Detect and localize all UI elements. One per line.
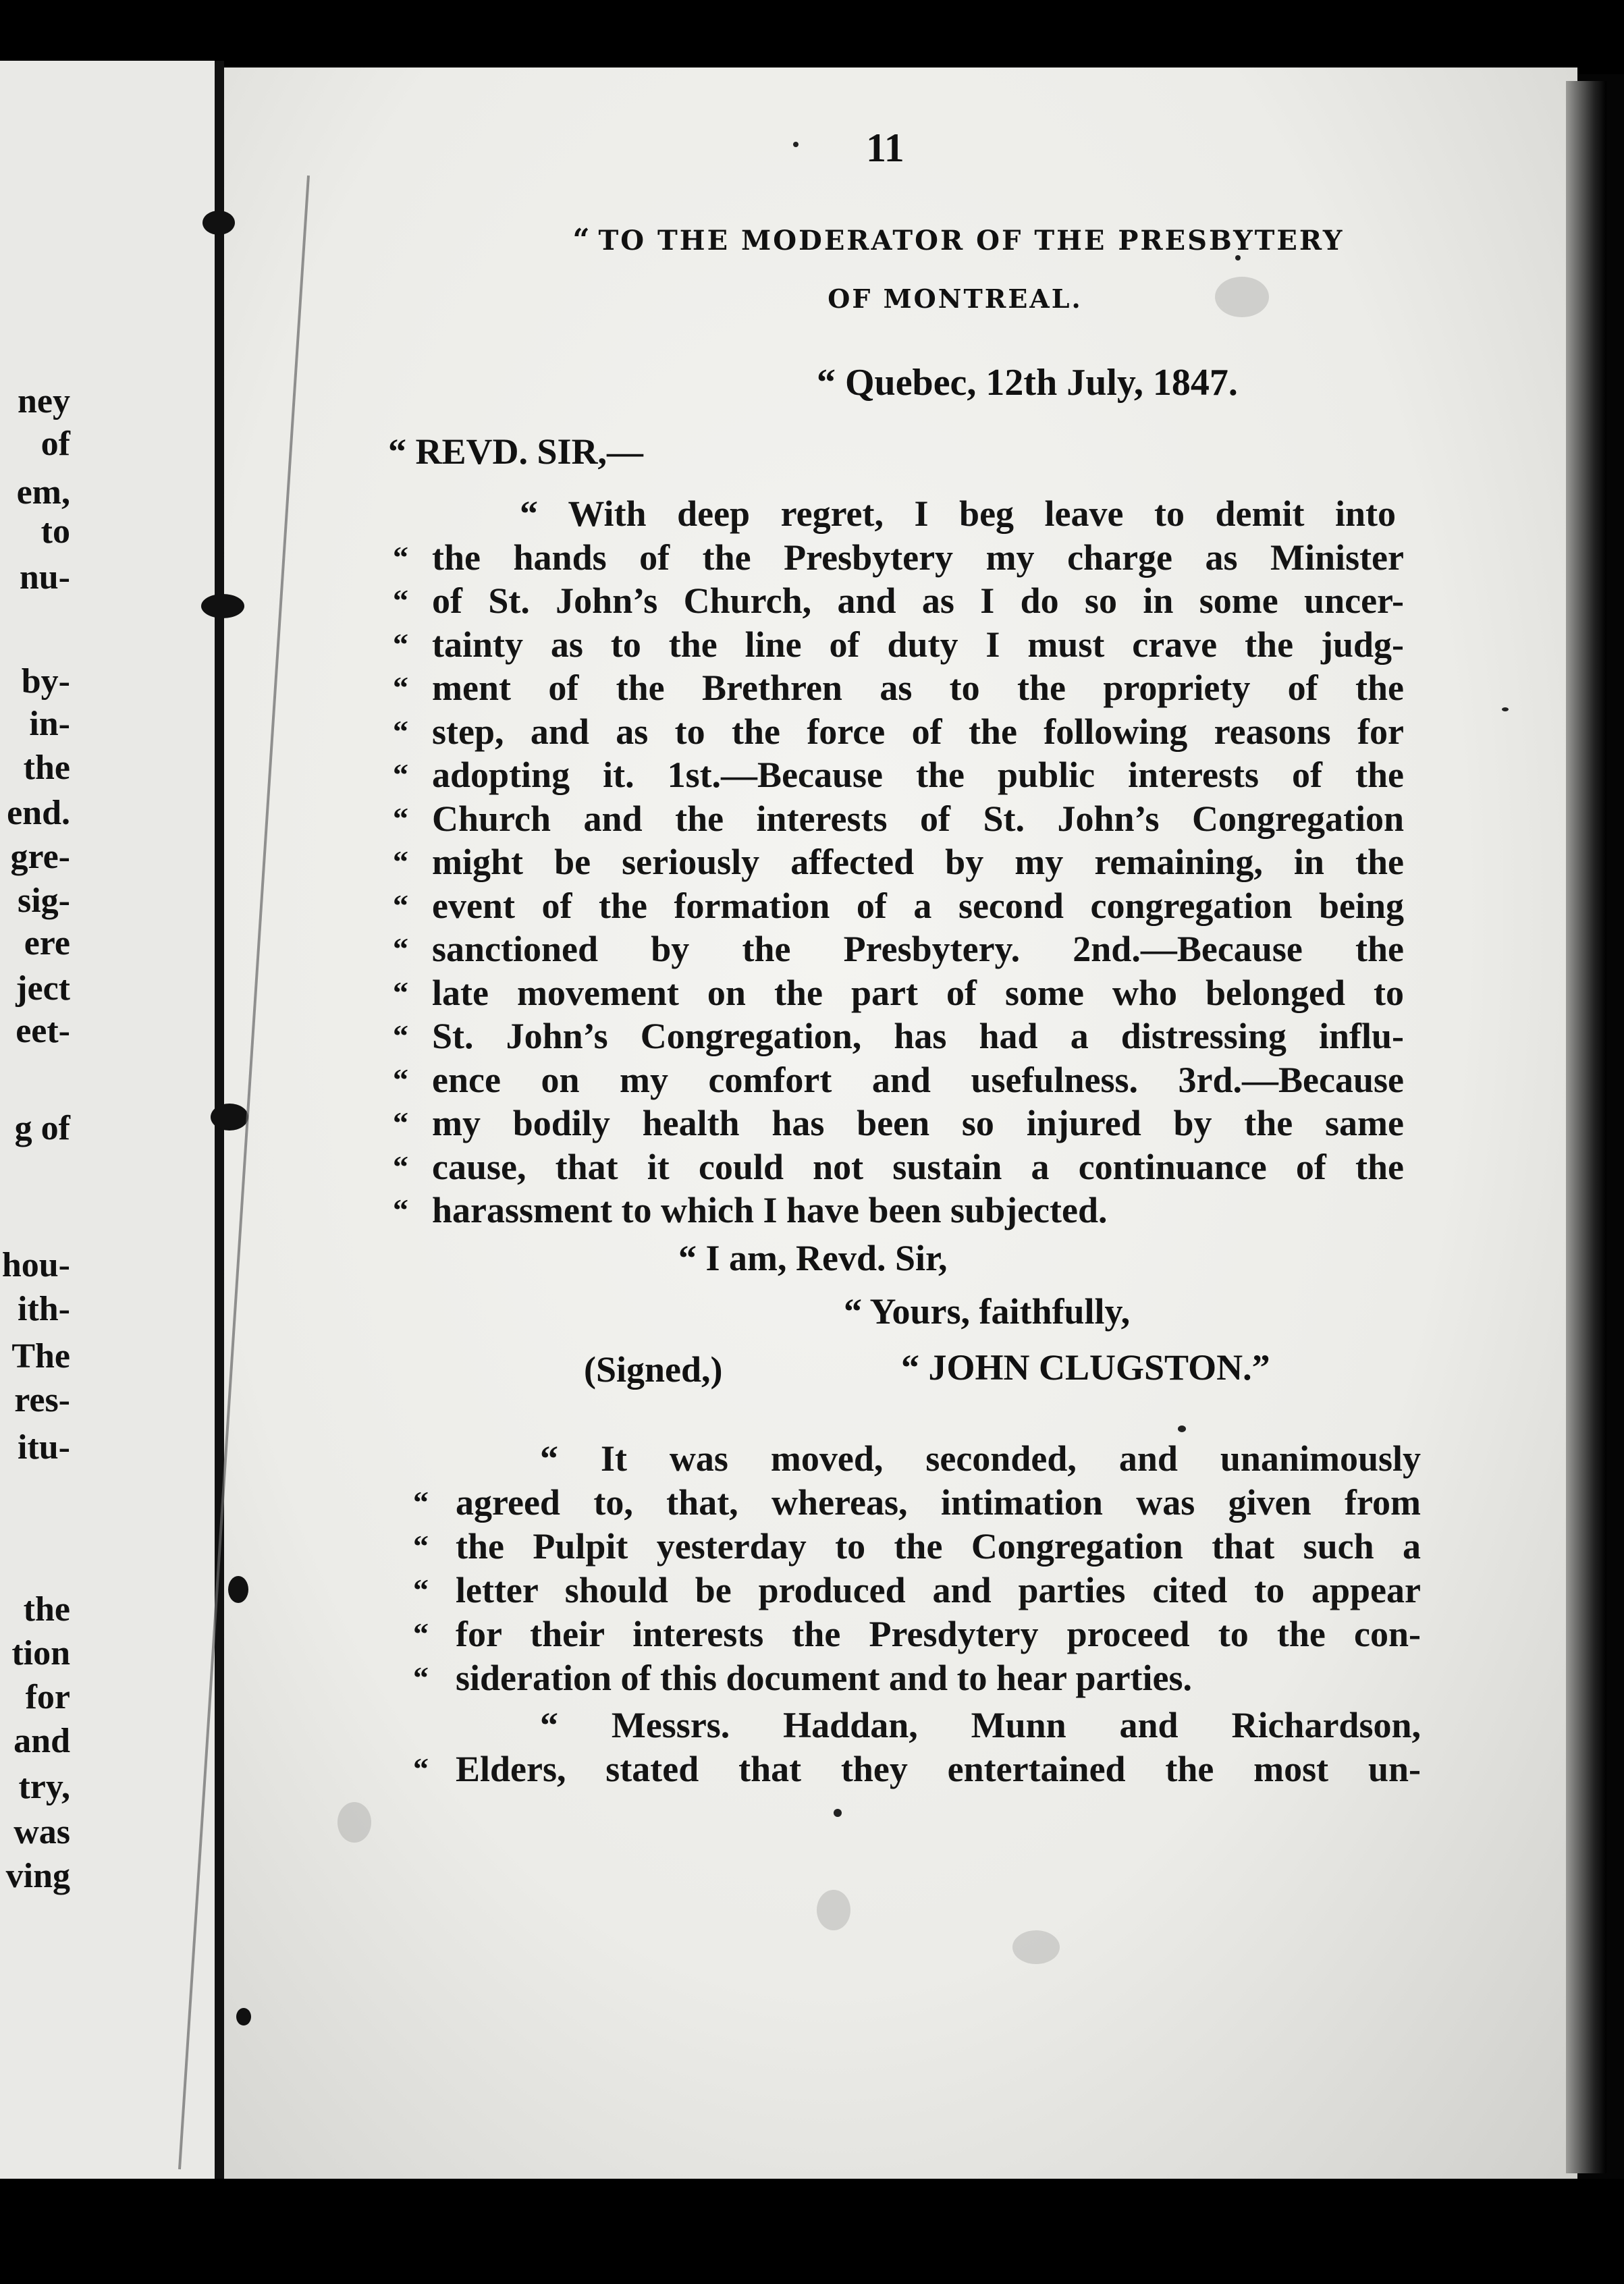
margin-quote-mark: “ <box>393 1149 408 1184</box>
letter-line: “ With deep regret, I beg leave to demit into <box>520 493 1396 534</box>
left-page-fragment: the <box>23 1590 70 1629</box>
left-page-fragment: try, <box>18 1768 70 1806</box>
left-page-fragment: by- <box>21 662 70 701</box>
heading-text-1: TO THE MODERATOR OF THE PRESBYTERY <box>598 225 1345 256</box>
letter-line: the hands of the Presbytery my charge as Minister <box>432 537 1404 578</box>
left-page-fragment: was <box>13 1813 70 1851</box>
left-page-fragment: ith- <box>18 1290 70 1328</box>
margin-quote-mark: “ <box>393 757 408 792</box>
left-page-fragment: itu- <box>18 1428 70 1467</box>
left-page-fragment: in- <box>29 705 70 743</box>
left-page-fragment: end. <box>7 794 70 832</box>
margin-quote-mark: “ <box>393 800 408 836</box>
left-page-fragment: the <box>23 749 70 787</box>
signature-name: “ JOHN CLUGSTON.” <box>901 1347 1270 1388</box>
left-page-fragment: em, <box>16 473 70 512</box>
left-page-fragment: The <box>11 1337 70 1376</box>
margin-quote-mark: “ <box>413 1660 429 1695</box>
minutes-line: the Pulpit yesterday to the Congregation that such a <box>456 1526 1421 1567</box>
left-page-fragment: hou- <box>1 1246 70 1284</box>
binding-knot <box>202 211 235 235</box>
page-edge-shadow <box>1566 81 1606 2173</box>
letter-line: ence on my comfort and usefulness. 3rd.—Because <box>432 1059 1404 1100</box>
page-number: 11 <box>866 126 904 170</box>
minutes-line: “ Messrs. Haddan, Munn and Richardson, <box>540 1705 1421 1745</box>
margin-quote-mark: “ <box>393 1106 408 1140</box>
left-page-fragment: gre- <box>10 838 70 876</box>
smudge <box>817 1890 850 1930</box>
minutes-line: Elders, stated that they entertained the most un- <box>456 1749 1421 1789</box>
margin-quote-mark: “ <box>393 670 408 705</box>
margin-quote-mark: “ <box>413 1751 429 1786</box>
letter-heading-line-1 <box>449 223 1461 257</box>
minutes-line: letter should be produced and parties cited to appear <box>456 1570 1421 1610</box>
left-page-fragment: to <box>40 512 70 551</box>
left-page-fragment: eet- <box>16 1012 70 1050</box>
binding-knot <box>211 1104 248 1131</box>
margin-quote-mark: “ <box>393 583 408 618</box>
dust-speck <box>1178 1425 1186 1432</box>
left-page-fragment: ere <box>24 924 70 962</box>
letter-line: harassment to which I have been subjected. <box>432 1190 1108 1230</box>
left-page-fragment: sig- <box>18 881 70 920</box>
bottom-scan-border <box>0 2179 1624 2284</box>
left-page-fragment: of <box>40 425 70 463</box>
letter-line: Church and the interests of St. John’s Congregation <box>432 798 1404 839</box>
letter-line: tainty as to the line of duty I must crave the judg- <box>432 624 1404 665</box>
letter-line: late movement on the part of some who belonged to <box>432 972 1404 1013</box>
left-page-fragment: ving <box>5 1857 70 1895</box>
left-page-fragment: tion <box>11 1634 70 1673</box>
margin-quote-mark: “ <box>393 931 408 966</box>
margin-quote-mark: “ <box>393 1193 408 1227</box>
minutes-line: sideration of this document and to hear parties. <box>456 1658 1193 1698</box>
margin-quote-mark: “ <box>393 844 408 879</box>
top-scan-border <box>0 0 1624 74</box>
margin-quote-mark: “ <box>413 1573 429 1607</box>
left-page <box>0 61 219 2180</box>
letter-line: St. John’s Congregation, has had a distressing influ- <box>432 1016 1404 1056</box>
letter-line: of St. John’s Church, and as I do so in some uncer- <box>432 580 1404 621</box>
margin-quote-mark: “ <box>413 1616 429 1651</box>
letter-line: cause, that it could not sustain a continuance of the <box>432 1146 1404 1187</box>
minutes-line: agreed to, that, whereas, intimation was given from <box>456 1482 1421 1523</box>
left-page-fragment: nu- <box>19 558 70 597</box>
dust-speck <box>793 142 799 147</box>
closing-line-1: “ I am, Revd. Sir, <box>678 1238 948 1278</box>
letter-line: step, and as to the force of the following reasons for <box>432 711 1404 752</box>
open-quote-mark: “ <box>572 223 592 257</box>
margin-quote-mark: “ <box>393 975 408 1010</box>
left-page-fragment: res- <box>14 1381 70 1419</box>
letter-heading-line-2: OF MONTREAL. <box>828 283 1083 314</box>
dust-speck <box>834 1809 842 1817</box>
left-page-fragment: for <box>25 1678 70 1716</box>
signed-label: (Signed,) <box>584 1349 723 1390</box>
margin-quote-mark: “ <box>393 539 408 574</box>
left-page-fragment: ney <box>18 382 70 420</box>
left-page-fragment: g of <box>14 1109 70 1147</box>
letter-line: adopting it. 1st.—Because the public interests of the <box>432 755 1404 795</box>
letter-line: might be seriously affected by my remaining, in the <box>432 842 1404 882</box>
margin-quote-mark: “ <box>413 1529 429 1563</box>
margin-quote-mark: “ <box>393 626 408 661</box>
binding-knot <box>236 2008 251 2025</box>
binding-knot <box>201 594 244 618</box>
margin-quote-mark: “ <box>393 1018 408 1053</box>
left-page-fragment: ject <box>16 969 70 1008</box>
letter-line: sanctioned by the Presbytery. 2nd.—Because the <box>432 929 1404 969</box>
letter-line: my bodily health has been so injured by the same <box>432 1103 1404 1143</box>
minutes-line: “ It was moved, seconded, and unanimously <box>540 1438 1421 1479</box>
salutation: “ REVD. SIR,— <box>388 431 644 472</box>
smudge <box>1012 1930 1060 1964</box>
margin-quote-mark: “ <box>393 713 408 749</box>
margin-quote-mark: “ <box>393 1062 408 1097</box>
binding-knot <box>228 1576 248 1603</box>
margin-quote-mark: “ <box>393 888 408 923</box>
minutes-line: for their interests the Presdytery proceed to the con- <box>456 1614 1421 1654</box>
dateline: “ Quebec, 12th July, 1847. <box>817 362 1238 404</box>
letter-line: event of the formation of a second congregation being <box>432 885 1404 926</box>
closing-line-2: “ Yours, faithfully, <box>844 1291 1131 1332</box>
letter-line: ment of the Brethren as to the propriety of the <box>432 668 1404 708</box>
smudge <box>337 1802 371 1843</box>
left-page-fragments <box>0 61 216 2180</box>
dust-speck <box>1502 707 1509 711</box>
margin-quote-mark: “ <box>413 1485 429 1519</box>
left-page-fragment: and <box>13 1722 70 1760</box>
